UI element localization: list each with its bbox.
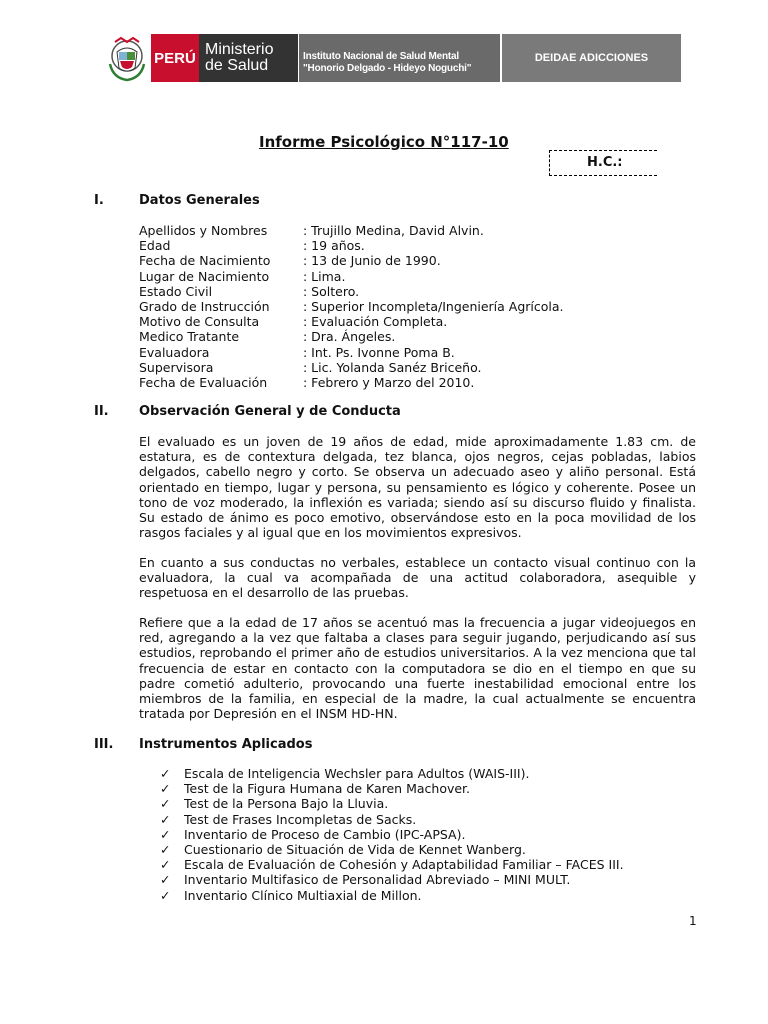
ministry-line1: Ministerio xyxy=(205,41,274,58)
data-label: Fecha de Evaluación xyxy=(139,375,268,391)
checkmark-icon: ✓ xyxy=(160,766,171,781)
data-row xyxy=(139,329,564,344)
data-label: Motivo de Consulta xyxy=(139,314,260,330)
ministry-line2: de Salud xyxy=(205,57,269,74)
list-item xyxy=(160,812,624,827)
page-number: 1 xyxy=(689,914,697,928)
section-1-number: I. xyxy=(94,193,104,208)
instrument-text: Inventario de Proceso de Cambio (IPC-APSA). xyxy=(184,826,466,842)
instrument-text: Inventario Clínico Multiaxial de Millon. xyxy=(184,887,422,903)
section-2-number: II. xyxy=(94,404,109,419)
instruments-list xyxy=(160,766,624,903)
data-row xyxy=(139,299,564,314)
data-row xyxy=(139,360,564,375)
data-value: : Dra. Ángeles. xyxy=(303,329,396,345)
list-item xyxy=(160,842,624,857)
data-label: Supervisora xyxy=(139,359,214,375)
data-value: : Int. Ps. Ivonne Poma B. xyxy=(303,344,455,360)
section-1-title: Datos Generales xyxy=(139,193,260,208)
paragraph-observation: El evaluado es un joven de 19 años de edad, mide aproximadamente 1.83 cm. de estatura, es de contextura delgada, tez blanca, ojos negros, cejas pobladas, labios delgados, cabello negro y corto. Se observa un adecuado aseo y aliño personal. Está orientado en tiempo, lugar y persona, su pensamiento es lógico y coherente. Posee un tono de voz moderado, la inflexión es variada; siendo así su discurso fluido y finalista. Su estado de ánimo es poco emotivo, observándose esto en la poca movilidad de los rasgos faciales y al igual que en los movimientos expresivos. xyxy=(139,434,696,541)
data-label: Evaluadora xyxy=(139,344,210,360)
data-label: Medico Tratante xyxy=(139,329,240,345)
section-3-title: Instrumentos Aplicados xyxy=(139,737,313,752)
data-row xyxy=(139,284,564,299)
checkmark-icon: ✓ xyxy=(160,826,171,842)
hc-field xyxy=(549,150,657,176)
data-row xyxy=(139,223,564,238)
data-value: : Trujillo Medina, David Alvin. xyxy=(303,223,484,238)
list-item xyxy=(160,766,624,781)
hc-label: H.C.: xyxy=(587,155,623,170)
data-value: : Superior Incompleta/Ingeniería Agrícola. xyxy=(303,299,564,315)
list-item xyxy=(160,872,624,887)
peru-logo: PERÚ xyxy=(151,34,199,82)
list-item xyxy=(160,888,624,903)
coat-of-arms-icon xyxy=(105,34,149,82)
list-item xyxy=(160,857,624,872)
checkmark-icon: ✓ xyxy=(160,781,171,797)
data-label: Edad xyxy=(139,238,171,254)
instrument-text: Escala de Evaluación de Cohesión y Adaptabilidad Familiar – FACES III. xyxy=(184,857,624,873)
data-value: : Febrero y Marzo del 2010. xyxy=(303,375,475,391)
institute-line2: "Honorio Delgado - Hideyo Noguchi" xyxy=(303,63,472,74)
checkmark-icon: ✓ xyxy=(160,872,171,888)
checkmark-icon: ✓ xyxy=(160,796,171,812)
data-row xyxy=(139,314,564,329)
list-item xyxy=(160,827,624,842)
instrument-text: Test de la Figura Humana de Karen Machover. xyxy=(184,781,471,797)
instrument-text: Inventario Multifasico de Personalidad Abreviado – MINI MULT. xyxy=(184,872,571,888)
data-label: Estado Civil xyxy=(139,283,213,299)
list-item xyxy=(160,781,624,796)
instrument-text: Cuestionario de Situación de Vida de Kennet Wanberg. xyxy=(184,842,526,858)
instrument-text: Test de la Persona Bajo la Lluvia. xyxy=(184,796,389,812)
paragraph-nonverbal: En cuanto a sus conductas no verbales, establece un contacto visual continuo con la evaluadora, la cual va acompañada de una actitud colaboradora, asequible y respetuosa en el desarrollo de las pruebas. xyxy=(139,555,696,601)
data-value: : Lic. Yolanda Sanéz Briceño. xyxy=(303,359,482,375)
section-2-title: Observación General y de Conducta xyxy=(139,404,401,419)
section-3-number: III. xyxy=(94,737,114,752)
general-data-table xyxy=(139,223,564,390)
letterhead xyxy=(103,34,681,82)
data-row xyxy=(139,269,564,284)
data-value: : Lima. xyxy=(303,268,346,284)
data-value: : 19 años. xyxy=(303,238,365,254)
data-row xyxy=(139,238,564,253)
institute-line1: Instituto Nacional de Salud Mental xyxy=(303,51,459,62)
data-label: Apellidos y Nombres xyxy=(139,223,268,238)
data-value: : 13 de Junio de 1990. xyxy=(303,253,441,269)
data-row xyxy=(139,345,564,360)
instrument-text: Test de Frases Incompletas de Sacks. xyxy=(184,811,417,827)
instrument-text: Escala de Inteligencia Wechsler para Adultos (WAIS-III). xyxy=(184,766,530,781)
institute-label xyxy=(299,34,500,82)
paragraph-history: Refiere que a la edad de 17 años se acentuó mas la frecuencia a jugar videojuegos en red, agregando a la vez que faltaba a clases para seguir jugando, perjudicando así sus estudios, reprobando el primer año de estudios universitarios. A la vez menciona que tal frecuencia de estar en contacto con la computadora se dio en el tiempo en que su padre cometió adulterio, provocando una fuerte inestabilidad emocional entre los miembros de la familia, en especial de la madre, la cual actualmente se encuentra tratada por Depresión en el INSM HD-HN. xyxy=(139,615,696,722)
data-label: Fecha de Nacimiento xyxy=(139,253,271,269)
data-label: Lugar de Nacimiento xyxy=(139,268,270,284)
data-row xyxy=(139,375,564,390)
ministry-logo xyxy=(199,34,298,82)
list-item xyxy=(160,796,624,811)
checkmark-icon: ✓ xyxy=(160,842,171,858)
checkmark-icon: ✓ xyxy=(160,857,171,873)
report-title: Informe Psicológico N°117-10 xyxy=(259,133,509,151)
data-row xyxy=(139,253,564,268)
data-label: Grado de Instrucción xyxy=(139,299,270,315)
department-label: DEIDAE ADICCIONES xyxy=(502,34,681,82)
data-value: : Evaluación Completa. xyxy=(303,314,448,330)
checkmark-icon: ✓ xyxy=(160,811,171,827)
data-value: : Soltero. xyxy=(303,283,360,299)
checkmark-icon: ✓ xyxy=(160,887,171,903)
